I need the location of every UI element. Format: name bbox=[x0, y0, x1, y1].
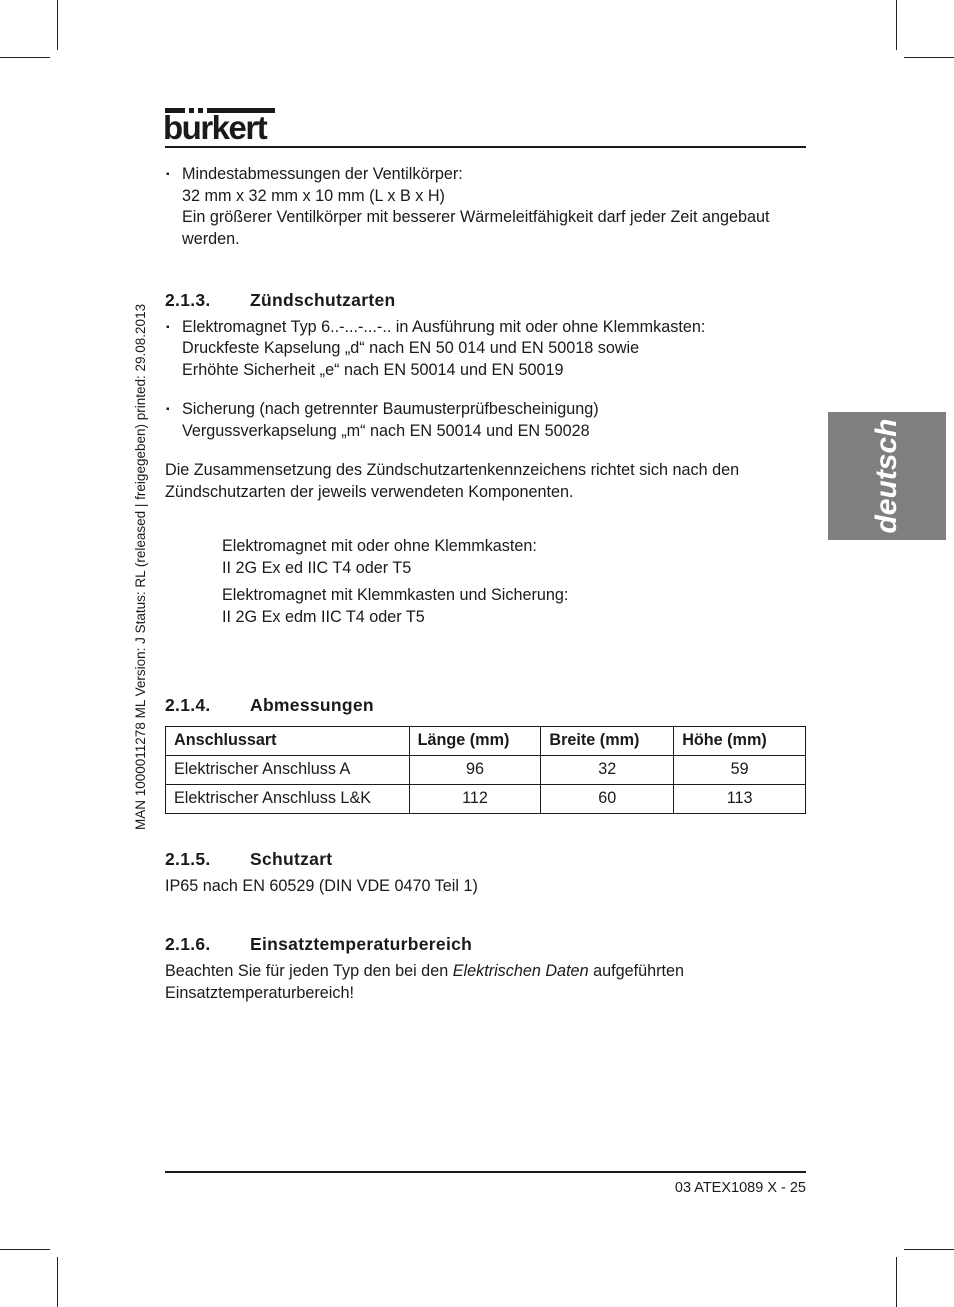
table-header-row bbox=[166, 726, 806, 755]
marking-text: Elektromagnet mit Klemmkasten und Sicherung: bbox=[222, 586, 569, 604]
section-number: 2.1.4. bbox=[165, 695, 211, 715]
list-item bbox=[165, 164, 807, 250]
marking-block bbox=[165, 585, 807, 628]
table-header: Höhe (mm) bbox=[674, 726, 806, 755]
paragraph-text: aufgeführten Einsatztemperaturbereich! bbox=[165, 962, 684, 1002]
marking-text: II 2G Ex ed IIC T4 oder T5 bbox=[222, 558, 412, 577]
section-number: 2.1.5. bbox=[165, 848, 211, 869]
language-tab bbox=[828, 412, 946, 540]
section-heading bbox=[165, 290, 807, 312]
crop-mark bbox=[904, 1249, 954, 1250]
marking-text: Elektromagnet mit oder ohne Klemmkasten: bbox=[222, 537, 537, 555]
section-heading bbox=[165, 849, 807, 871]
bullet-text: ▪ Mindestabmessungen der Ventilkörper: bbox=[182, 165, 463, 183]
table-cell: Elektrischer Anschluss A bbox=[166, 755, 410, 784]
bullet-text: Erhöhte Sicherheit „e“ nach EN 50014 und EN 50019 bbox=[182, 360, 564, 379]
crop-mark bbox=[57, 1257, 58, 1307]
footer-rule bbox=[165, 1171, 806, 1173]
crop-mark bbox=[896, 0, 897, 50]
section-title: Einsatztemperaturbereich bbox=[250, 933, 473, 954]
section-title: Schutzart bbox=[250, 848, 333, 869]
section-heading bbox=[165, 695, 807, 717]
dimensions-table bbox=[165, 726, 806, 814]
page-content bbox=[165, 164, 807, 1004]
section-number: 2.1.3. bbox=[165, 290, 211, 310]
section-heading bbox=[165, 934, 807, 956]
crop-mark bbox=[904, 57, 954, 58]
table-header: Breite (mm) bbox=[541, 726, 674, 755]
table-header: Länge (mm) bbox=[409, 726, 541, 755]
paragraph: IP65 nach EN 60529 (DIN VDE 0470 Teil 1) bbox=[165, 877, 478, 895]
table-row bbox=[166, 755, 806, 784]
table-row bbox=[166, 784, 806, 813]
section-number: 2.1.6. bbox=[165, 933, 211, 954]
table-cell: 112 bbox=[409, 784, 541, 813]
bullet-text: Druckfeste Kapselung „d“ nach EN 50 014 und EN 50018 sowie bbox=[182, 339, 640, 357]
logo-wordmark: burkert bbox=[163, 109, 267, 146]
bullet-text: 32 mm x 32 mm x 10 mm (L x B x H) bbox=[182, 186, 445, 205]
crop-mark bbox=[0, 1249, 50, 1250]
table-cell: 60 bbox=[541, 784, 674, 813]
list-item bbox=[165, 399, 807, 442]
table-cell: 96 bbox=[409, 755, 541, 784]
crop-mark bbox=[896, 1257, 897, 1307]
paragraph bbox=[165, 961, 807, 1004]
header-rule bbox=[165, 146, 806, 148]
page-reference: 03 ATEX1089 X - 25 bbox=[674, 1180, 806, 1196]
table-cell: 32 bbox=[541, 755, 674, 784]
paragraph-emphasis: Elektrischen Daten bbox=[452, 962, 589, 980]
crop-mark bbox=[57, 0, 58, 50]
crop-mark bbox=[0, 57, 50, 58]
section-title: Abmessungen bbox=[250, 695, 374, 715]
bullet-text: ▪ Sicherung (nach getrennter Baumusterprüfbescheinigung) bbox=[182, 400, 599, 418]
table-cell: 59 bbox=[674, 755, 806, 784]
bullet-text: ▪ Elektromagnet Typ 6..-...-...-.. in Ausführung mit oder ohne Klemmkasten: bbox=[182, 317, 706, 336]
language-tab-label: deutsch bbox=[870, 418, 903, 534]
paragraph: Die Zusammensetzung des Zündschutzartenkennzeichens richtet sich nach den Zündschutzarten der jeweils verwendeten Komponenten. bbox=[165, 461, 740, 501]
bullet-text: Vergussverkapselung „m“ nach EN 50014 und EN 50028 bbox=[182, 421, 590, 440]
table-cell: Elektrischer Anschluss L&K bbox=[166, 784, 410, 813]
marking-text: II 2G Ex edm IIC T4 oder T5 bbox=[222, 607, 425, 626]
paragraph-text: Beachten Sie für jeden Typ den bei den bbox=[165, 962, 453, 980]
table-header: Anschlussart bbox=[166, 726, 410, 755]
section-title: Zündschutzarten bbox=[250, 290, 396, 310]
bullet-text: Ein größerer Ventilkörper mit besserer Wärmeleitfähigkeit darf jeder Zeit angebaut werden. bbox=[182, 208, 770, 248]
table-cell: 113 bbox=[674, 784, 806, 813]
list-item bbox=[165, 317, 807, 382]
document-info: MAN 1000011278 ML Version: J Status: RL (released | freigegeben) printed: 29.08.2013 bbox=[133, 303, 148, 830]
marking-block bbox=[165, 536, 807, 579]
